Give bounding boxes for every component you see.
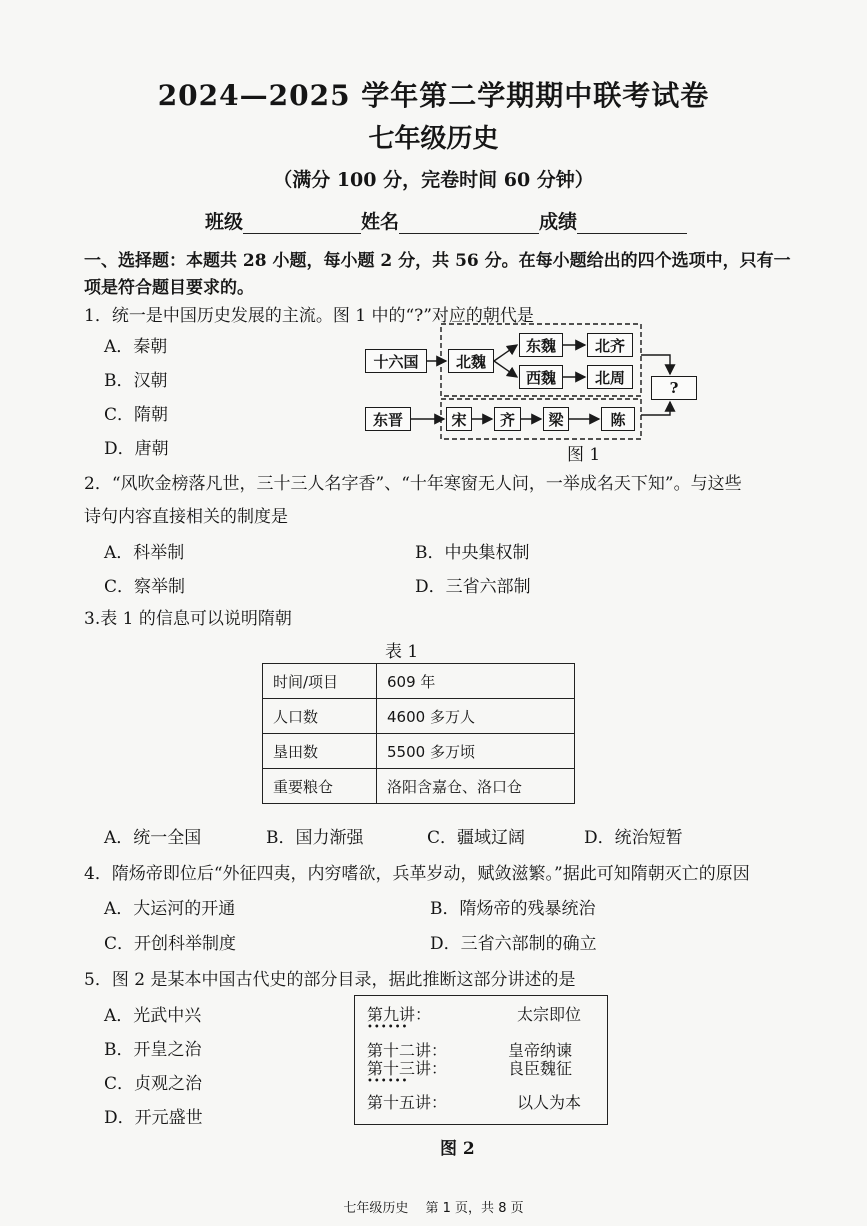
figure-2-table-of-contents <box>354 995 608 1125</box>
score-blank[interactable] <box>577 213 687 234</box>
figure-2-caption: 图 2 <box>440 1139 475 1159</box>
q3-option-c[interactable]: C．疆域辽阔 <box>427 828 526 848</box>
q4-option-d[interactable]: D．三省六部制的确立 <box>430 934 597 954</box>
section1-line1: 一、选择题：本题共 28 小题，每小题 2 分，共 56 分。在每小题给出的四个选项中，只有一 <box>84 251 791 271</box>
table-cell: 5500 多万顷 <box>377 734 575 769</box>
class-label: 班级 <box>205 211 244 233</box>
name-label: 姓名 <box>361 211 400 233</box>
q1-option-b[interactable]: B．汉朝 <box>104 371 168 391</box>
page-footer: 七年级历史 第 1 页，共 8 页 <box>343 1201 524 1216</box>
table-1 <box>262 663 575 804</box>
score-label: 成绩 <box>539 211 578 233</box>
q3-option-a[interactable]: A．统一全国 <box>104 828 202 848</box>
q4-stem: 4．隋炀帝即位后“外征四夷，内穷嗜欲，兵革岁动，赋敛滋繁。”据此可知隋朝灭亡的原因 <box>84 864 750 884</box>
node-qi: 齐 <box>494 407 521 431</box>
q4-option-a[interactable]: A．大运河的开通 <box>104 899 236 919</box>
table-cell: 洛阳含嘉仓、洛口仓 <box>377 769 575 804</box>
q3-stem: 3.表 1 的信息可以说明隋朝 <box>84 609 292 629</box>
student-info-line <box>205 207 687 234</box>
node-xiwei: 西魏 <box>519 365 563 389</box>
q1-stem: 1．统一是中国历史发展的主流。图 1 中的“?”对应的朝代是 <box>84 306 534 326</box>
q2-option-c[interactable]: C．察举制 <box>104 577 186 597</box>
class-blank[interactable] <box>243 213 361 234</box>
q2-line2: 诗句内容直接相关的制度是 <box>84 507 288 527</box>
node-beiwei: 北魏 <box>448 349 494 373</box>
table-cell: 垦田数 <box>263 734 377 769</box>
section1-line2: 项是符合题目要求的。 <box>84 278 254 298</box>
table-cell: 时间/项目 <box>263 664 377 699</box>
exam-title: 2024—2025 学年第二学期期中联考试卷 <box>157 79 710 112</box>
table-1-caption: 表 1 <box>385 642 419 662</box>
node-chen: 陈 <box>601 407 635 431</box>
table-row <box>263 734 575 769</box>
table-row <box>263 769 575 804</box>
toc-lecture-12-title: 皇帝纳谏 <box>508 1041 573 1060</box>
toc-lecture-12: 第十二讲： <box>367 1041 448 1060</box>
q5-option-d[interactable]: D．开元盛世 <box>104 1108 203 1128</box>
q2-option-d[interactable]: D．三省六部制 <box>415 577 531 597</box>
q5-stem: 5．图 2 是某本中国古代史的部分目录，据此推断这部分讲述的是 <box>84 970 576 990</box>
toc-ellipsis: •••••• <box>367 1022 409 1033</box>
q2-option-a[interactable]: A．科举制 <box>104 543 185 563</box>
q1-option-d[interactable]: D．唐朝 <box>104 439 169 459</box>
table-cell: 人口数 <box>263 699 377 734</box>
q5-option-b[interactable]: B．开皇之治 <box>104 1040 202 1060</box>
q2-option-b[interactable]: B．中央集权制 <box>415 543 530 563</box>
q5-option-c[interactable]: C．贞观之治 <box>104 1074 203 1094</box>
node-dongwei: 东魏 <box>519 333 563 357</box>
q1-option-c[interactable]: C．隋朝 <box>104 405 169 425</box>
toc-lecture-15: 第十五讲： <box>367 1093 448 1112</box>
node-beizhou: 北周 <box>587 365 633 389</box>
table-row <box>263 699 575 734</box>
q5-option-a[interactable]: A．光武中兴 <box>104 1006 202 1026</box>
toc-lecture-9: 第九讲： <box>367 1005 432 1024</box>
exam-note: （满分 100 分，完卷时间 60 分钟） <box>273 169 594 191</box>
exam-subject: 七年级历史 <box>368 124 499 154</box>
node-shiliuguo: 十六国 <box>365 349 427 373</box>
node-dongjin: 东晋 <box>365 407 411 431</box>
figure-1-caption: 图 1 <box>567 445 601 465</box>
toc-lecture-13: 第十三讲： <box>367 1059 448 1078</box>
toc-ellipsis: •••••• <box>367 1076 409 1087</box>
q3-option-d[interactable]: D．统治短暂 <box>584 828 683 848</box>
node-beiqi: 北齐 <box>587 333 633 357</box>
toc-lecture-13-title: 良臣魏征 <box>508 1059 573 1078</box>
q4-option-c[interactable]: C．开创科举制度 <box>104 934 237 954</box>
table-row <box>263 664 575 699</box>
table-cell: 609 年 <box>377 664 575 699</box>
table-cell: 重要粮仓 <box>263 769 377 804</box>
node-liang: 梁 <box>543 407 569 431</box>
toc-lecture-9-title: 太宗即位 <box>517 1005 582 1024</box>
q1-option-a[interactable]: A．秦朝 <box>104 337 168 357</box>
q4-option-b[interactable]: B．隋炀帝的残暴统治 <box>430 899 596 919</box>
q3-option-b[interactable]: B．国力渐强 <box>266 828 364 848</box>
q2-line1: 2．“风吹金榜落凡世，三十三人名字香”、“十年寒窗无人问，一举成名天下知”。与这些 <box>84 474 742 494</box>
toc-lecture-15-title: 以人为本 <box>517 1093 582 1112</box>
node-unknown: ? <box>651 376 697 400</box>
node-song: 宋 <box>446 407 472 431</box>
name-blank[interactable] <box>399 213 539 234</box>
table-cell: 4600 多万人 <box>377 699 575 734</box>
